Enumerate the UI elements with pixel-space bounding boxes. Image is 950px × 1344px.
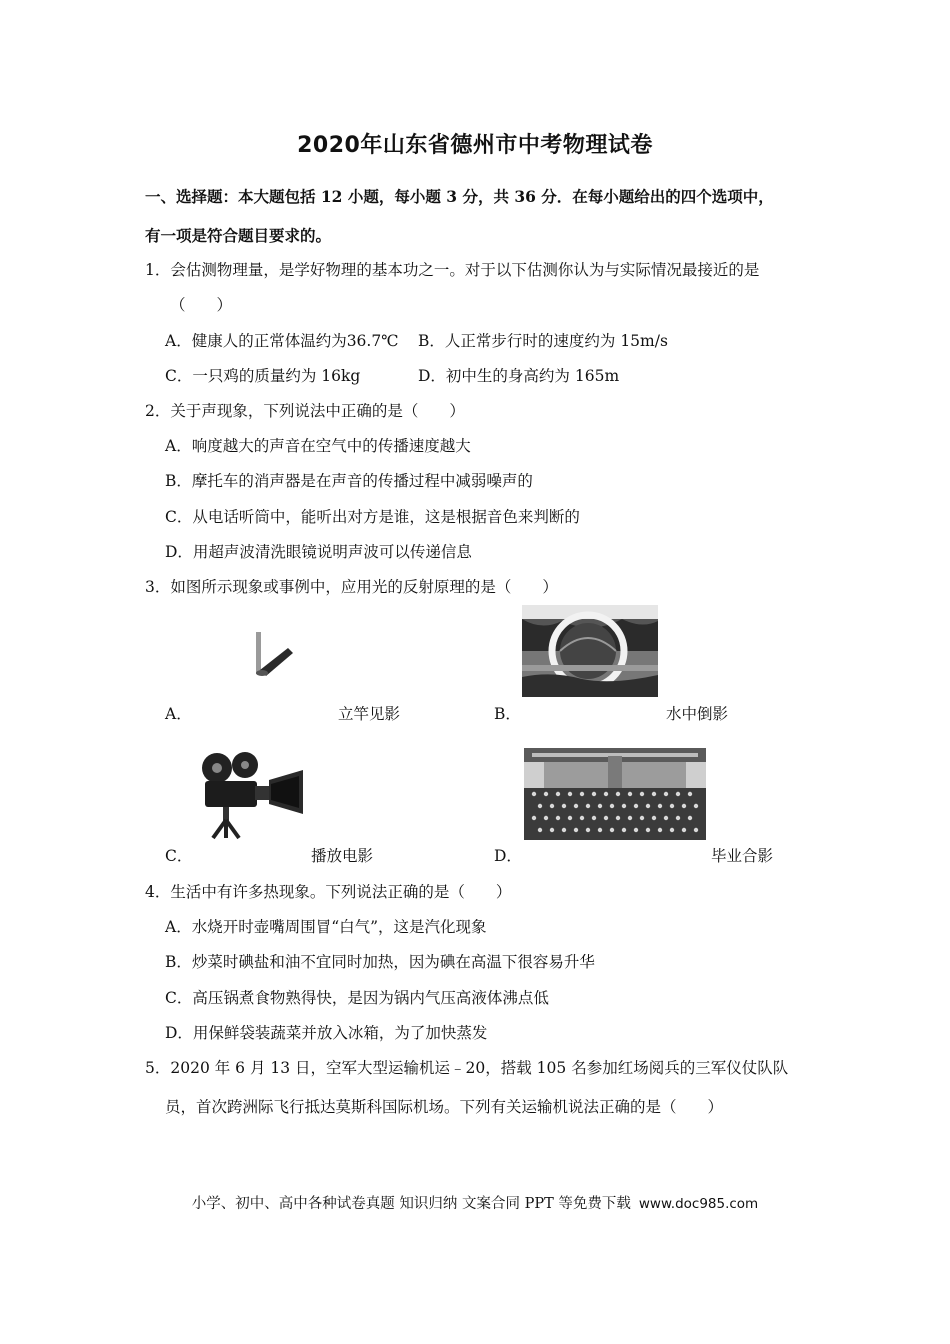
q3-option-b-letter: B． xyxy=(494,705,521,723)
q3-option-d-caption: 毕业合影 xyxy=(711,847,774,865)
q1-stem-line2: （ ） xyxy=(170,296,233,314)
q1-stem-line1: 1．会估测物理量，是学好物理的基本功之一。对于以下估测你认为与实际情况最接近的是 xyxy=(145,261,760,279)
q3-option-b-caption: 水中倒影 xyxy=(666,705,729,723)
section-heading-line1: 一、选择题：本大题包括 12 小题，每小题 3 分，共 36 分．在每小题给出的四个选项中， xyxy=(145,187,774,206)
water-reflection-image xyxy=(522,605,658,697)
page-footer xyxy=(0,1192,950,1213)
q4-stem: 4．生活中有许多热现象。下列说法正确的是（ ） xyxy=(145,883,512,901)
section-heading-line2: 有一项是符合题目要求的。 xyxy=(145,226,332,245)
q4-option-b: B．炒菜时碘盐和油不宜同时加热，因为碘在高温下很容易升华 xyxy=(165,953,595,971)
pole-shadow-image xyxy=(252,626,296,682)
q2-option-c: C．从电话听筒中，能听出对方是谁，这是根据音色来判断的 xyxy=(165,508,580,526)
footer-text: 小学、初中、高中各种试卷真题 知识归纳 文案合同 PPT 等免费下载 xyxy=(191,1196,631,1212)
q5-stem-line1: 5．2020 年 6 月 13 日，空军大型运输机运﹣20，搭载 105 名参加红场阅兵的三军仪仗队队 xyxy=(145,1059,789,1077)
footer-site-link[interactable]: www.doc985.com xyxy=(638,1196,759,1212)
q2-option-b: B．摩托车的消声器是在声音的传播过程中减弱噪声的 xyxy=(165,472,533,490)
q3-option-a-caption: 立竿见影 xyxy=(338,705,401,723)
q3-option-d-letter: D． xyxy=(494,847,522,865)
q4-option-c: C．高压锅煮食物熟得快，是因为锅内气压高液体沸点低 xyxy=(165,989,549,1007)
q3-option-c-caption: 播放电影 xyxy=(311,847,374,865)
q4-option-a: A．水烧开时壶嘴周围冒“白气”，这是汽化现象 xyxy=(165,918,487,936)
q4-option-d: D．用保鲜袋装蔬菜并放入冰箱，为了加快蒸发 xyxy=(165,1024,488,1042)
page-title: 2020年山东省德州市中考物理试卷 xyxy=(297,133,653,158)
q1-option-b: B．人正常步行时的速度约为 15m/s xyxy=(418,332,668,350)
q5-stem-line2: 员，首次跨洲际飞行抵达莫斯科国际机场。下列有关运输机说法正确的是（ ） xyxy=(165,1098,724,1116)
q1-option-a: A．健康人的正常体温约为36.7℃ xyxy=(165,332,399,350)
q1-option-d: D．初中生的身高约为 165m xyxy=(418,367,620,385)
graduation-photo-image xyxy=(524,748,706,840)
q1-option-c: C．一只鸡的质量约为 16kg xyxy=(165,367,361,385)
q3-stem: 3．如图所示现象或事例中，应用光的反射原理的是（ ） xyxy=(145,578,558,596)
q3-option-c-letter: C． xyxy=(165,847,193,865)
q2-option-d: D．用超声波清洗眼镜说明声波可以传递信息 xyxy=(165,543,472,561)
q3-option-a-letter: A． xyxy=(165,705,192,723)
film-projector-image xyxy=(193,748,307,840)
q2-option-a: A．响度越大的声音在空气中的传播速度越大 xyxy=(165,437,471,455)
q2-stem: 2．关于声现象，下列说法中正确的是（ ） xyxy=(145,402,465,420)
